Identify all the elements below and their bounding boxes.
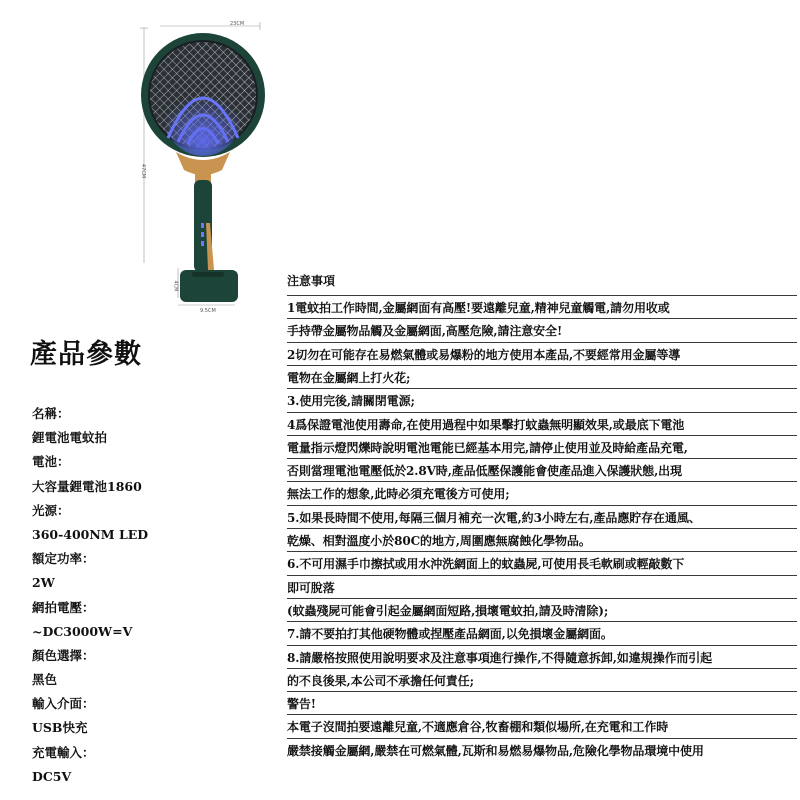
notes-line: 7.請不要拍打其他硬物體或捏壓產品網面,以免損壞金屬網面。 [287,621,797,645]
param-label-battery: 電池： [32,454,70,470]
notes-line: 乾燥、相對溫度小於80C的地方,周圍應無腐蝕化學物品。 [287,528,797,552]
notes-line: 3.使用完後,請關閉電源; [287,388,797,412]
notes-line: 嚴禁接觸金屬網,嚴禁在可燃氣體,瓦斯和易燃易爆物品,危險化學物品環境中使用 [287,738,797,762]
param-label-voltage: 網拍電壓： [32,599,95,615]
notes-line: 手持帶金屬物品觸及金屬網面,高壓危險,請注意安全! [287,318,797,342]
notes-line: 8.請嚴格按照使用說明要求及注意事項進行操作,不得隨意拆卸,如違規操作而引起 [287,645,797,669]
notes-line: 1電蚊拍工作時間,金屬網面有高壓!要遠離兒童,精神兒童觸電,請勿用收或 [287,295,797,319]
param-label-interface: 輸入介面： [32,696,95,712]
notes-line: 警告! [287,691,797,715]
notes-line: 2切勿在可能存在易燃氣體或易爆粉的地方使用本產品,不要經常用金屬等導 [287,342,797,366]
dimension-width: 23CM [230,21,245,27]
param-value-name: 鋰電池電蚊拍 [32,430,108,446]
param-label-rated-power: 額定功率： [32,551,95,567]
notes-line: 的不良後果,本公司不承擔任何責任; [287,668,797,692]
notes-line: (蚊蟲殘屍可能會引起金屬網面短路,損壞電蚊拍,請及時清除); [287,598,797,622]
param-value-charge-input: DC5V [32,768,72,784]
notes-line: 4爲保證電池使用壽命,在使用過程中如果擊打蚊蟲無明顯效果,或最底下電池 [287,412,797,436]
electric-mosquito-swatter-icon [130,18,270,318]
notes-line: 即可脫落 [287,575,797,599]
parameter-list [32,402,232,789]
notes-line: 電量指示燈閃爍時說明電池電能已經基本用完,請停止使用並及時給產品充電, [287,435,797,459]
notes-heading: 注意事項 [287,274,336,288]
notes-line: 5.如果長時間不使用,每隔三個月補充一次電,約3小時左右,產品應貯存在通風、 [287,505,797,529]
param-label-name: 名稱： [32,406,70,421]
param-value-interface: USB快充 [32,720,88,736]
page-title: 產品參數 [30,339,142,370]
dimension-height: 47CM [140,163,147,179]
dimension-base-height: 4CM [172,280,179,292]
notes-line: 無法工作的想象,此時必須充電後方可使用; [287,481,797,505]
dimension-base-width: 9.5CM [200,308,216,314]
notes-line: 電物在金屬網上打火花; [287,365,797,389]
product-image [130,18,270,318]
notes-line: 本電子沒間拍要遠離兒童,不適應倉谷,牧畜棚和類似場所,在充電和工作時 [287,714,797,738]
param-value-battery: 大容量鋰電池1860 [32,478,142,494]
param-label-light-source: 光源： [32,502,70,518]
param-value-light-source: 360-400NM LED [32,526,149,542]
param-label-charge-input: 充電輸入： [32,744,95,760]
param-value-voltage: ~DC3000W=V [32,623,133,639]
param-label-color: 顏色選擇： [32,647,95,663]
notes-line: 否則當理電池電壓低於2.8V時,產品低壓保護能會使產品進入保護狀態,出現 [287,458,797,482]
notes-line: 6.不可用濕手巾擦拭或用水沖洗網面上的蚊蟲屍,可使用長毛軟刷或輕敲數下 [287,551,797,575]
param-value-color: 黑色 [32,672,58,688]
param-value-rated-power: 2W [32,575,55,591]
